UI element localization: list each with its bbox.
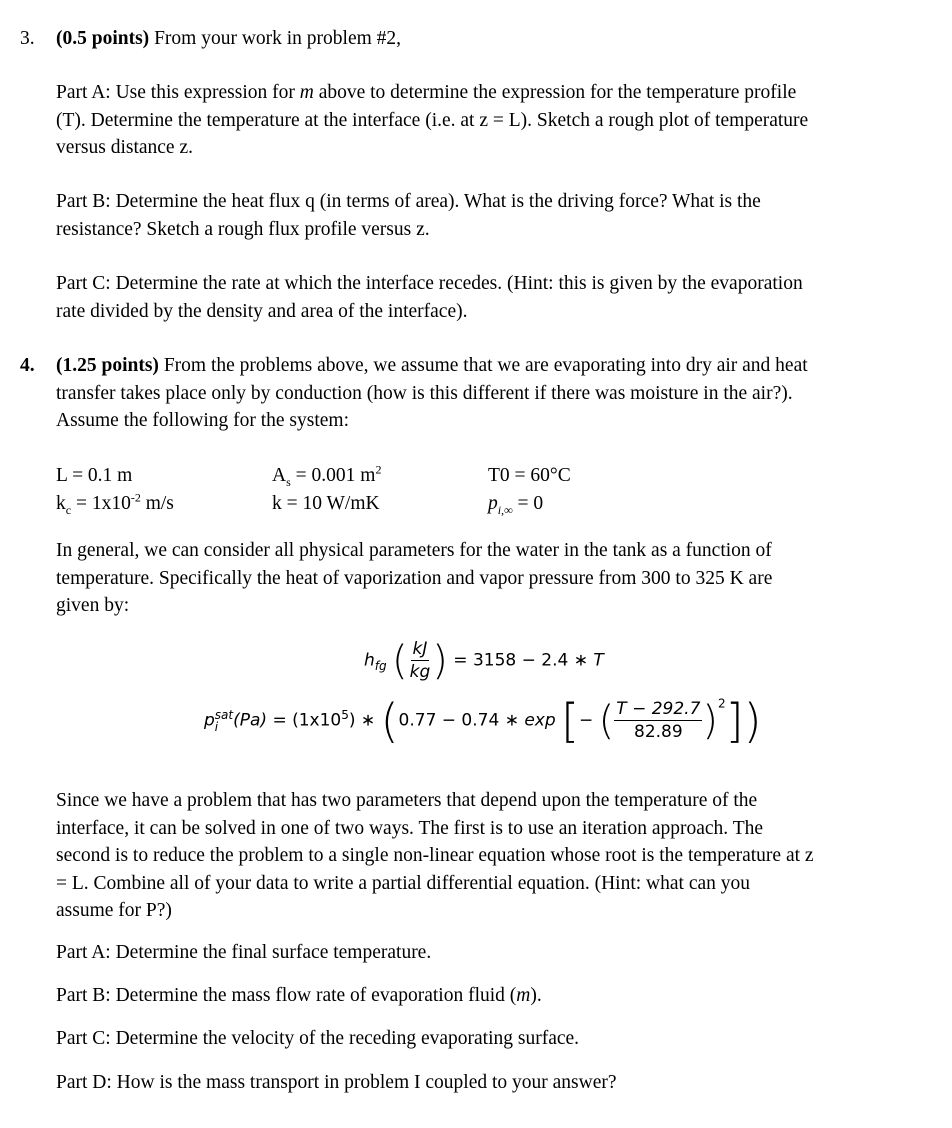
q3-part-b (56, 188, 936, 243)
eq2-right-bracket: ] (725, 693, 744, 748)
eq2-mid-sup: 5 (341, 707, 349, 722)
eq1-rhs: = 3158 − 2.4 ∗ (453, 650, 594, 671)
eq1-unit-den: kg (409, 662, 431, 682)
q3-part-b-line2: resistance? Sketch a rough flux profile versus z. (56, 218, 430, 240)
q4-general-line1: In general, we can consider all physical parameters for the water in the tank as a function of (56, 540, 772, 561)
eq2-mid: = (1x10 (267, 710, 342, 731)
q4-number: 4. (20, 355, 35, 376)
eq2-p-scripts (215, 709, 233, 733)
param-pinf-sub: i,∞ (497, 502, 513, 517)
param-T0: T0 = 60°C (488, 465, 571, 486)
param-kc-sup: -2 (130, 490, 141, 505)
eq2-fraction (614, 698, 702, 743)
eq2-frac-num: T − 292.7 (616, 699, 701, 719)
q3-number: 3. (20, 28, 35, 49)
q3-part-a-post: above to determine the expression for the temperature profile (313, 82, 797, 103)
q4-part-b-var: m (516, 985, 531, 1006)
q4-part-a: Part A: Determine the final surface temperature. (56, 942, 432, 963)
q3-part-c-line1: Part C: Determine the rate at which the interface recedes. (Hint: this is given by the evaporation (56, 273, 803, 294)
q3-part-a-pre: Part A: Use this expression for (56, 82, 300, 103)
eq2-inner-right-paren: ) (702, 697, 718, 744)
equation-psat (204, 693, 762, 748)
eq1-rhs-var: T (593, 650, 604, 671)
q4-points: (1.25 points) (56, 355, 159, 376)
eq2-exp: exp (524, 710, 556, 731)
q3-points: (0.5 points) (56, 28, 150, 49)
q4-since-line4: = L. Combine all of your data to write a partial differential equation. (Hint: what can you (56, 872, 751, 894)
q4-since-line1: Since we have a problem that has two parameters that depend upon the temperature of the (56, 790, 758, 811)
q4-intro-line3: Assume the following for the system: (56, 410, 350, 431)
eq2-outer-left-paren: ( (380, 693, 399, 748)
param-kc (56, 490, 174, 518)
param-pinf (488, 490, 543, 518)
eq2-mid-post: ) ∗ (348, 710, 381, 731)
q4-intro-line1 (56, 352, 936, 380)
q4-part-c: Part C: Determine the velocity of the receding evaporating surface. (56, 1028, 580, 1049)
param-kc-val: = 1x10 (71, 493, 131, 514)
q3-part-a-line3: versus distance z. (56, 137, 193, 158)
eq1-h: h (364, 650, 375, 671)
q4-general (56, 537, 936, 620)
eq2-frac-den: 82.89 (634, 722, 683, 742)
param-As (272, 462, 381, 490)
q4-part-b-post: ). (530, 985, 542, 1006)
q4-intro-line2: transfer takes place only by conduction (how is this different if there was moisture in the air?). (56, 382, 793, 404)
eq1-right-paren: ) (432, 637, 448, 684)
param-As-val: = 0.001 m (290, 465, 376, 486)
q4-general-line3: given by: (56, 595, 130, 616)
q3-heading (56, 25, 936, 53)
q3-part-b-line1: Part B: Determine the heat flux q (in terms of area). What is the driving force? What is the (56, 191, 761, 212)
q4-intro (56, 352, 936, 435)
eq2-outer-right-paren: ) (743, 693, 762, 748)
q4-since-line5: assume for P?) (56, 900, 172, 921)
eq2-p: p (204, 710, 215, 731)
q3-part-c-line2: rate divided by the density and area of the interface). (56, 300, 468, 322)
eq1-unit-num: kJ (412, 639, 428, 659)
q4-general-line2: temperature. Specifically the heat of vaporization and vapor pressure from 300 to 325 K are (56, 567, 773, 589)
param-pinf-val: = 0 (512, 493, 544, 514)
eq2-inner-left-paren: ( (598, 697, 615, 744)
q4-since (56, 787, 936, 925)
param-pinf-sym: p (488, 493, 498, 514)
q3-part-a-var: m (299, 82, 314, 103)
param-As-sub: s (286, 474, 291, 489)
param-As-sym: A (272, 465, 287, 486)
param-k: k = 10 W/mK (272, 493, 380, 514)
q4-part-b-pre: Part B: Determine the mass flow rate of evaporation fluid ( (56, 985, 517, 1006)
param-kc-sym: k (56, 493, 66, 514)
q3-part-c (56, 270, 936, 325)
eq2-pa: (Pa) (233, 710, 268, 731)
eq1-h-sub: fg (374, 658, 387, 673)
eq2-p-sup: sat (214, 707, 234, 722)
eq2-square: 2 (718, 696, 726, 711)
param-kc-sub: c (65, 502, 72, 517)
q3-intro: From your work in problem #2, (154, 28, 402, 49)
q4-since-line3: second is to reduce the problem to a single non-linear equation whose root is the temperature at z (56, 845, 814, 866)
q3-part-a-line1 (56, 79, 936, 107)
eq1-unit-fraction (408, 638, 433, 683)
q3-part-a-line2: (T). Determine the temperature at the interface (i.e. at z = L). Sketch a rough plot of temperature (56, 109, 809, 131)
eq2-p-sub: i (214, 719, 219, 734)
eq2-minus: − (579, 710, 594, 731)
q4-part-d: Part D: How is the mass transport in problem I coupled to your answer? (56, 1072, 617, 1093)
eq2-left-bracket: [ (561, 693, 580, 748)
equation-hfg (364, 638, 604, 683)
param-kc-unit: m/s (140, 493, 174, 514)
q4-since-line2: interface, it can be solved in one of two ways. The first is to use an iteration approach. The (56, 817, 764, 839)
param-L: L = 0.1 m (56, 465, 133, 486)
q4-part-b (56, 982, 936, 1010)
q4-intro-text: From the problems above, we assume that we are evaporating into dry air and heat (163, 355, 808, 376)
eq2-inner: 0.77 − 0.74 ∗ (398, 710, 525, 731)
eq1-left-paren: ( (392, 637, 408, 684)
q3-part-a (56, 79, 936, 162)
param-As-sup: 2 (375, 462, 382, 477)
